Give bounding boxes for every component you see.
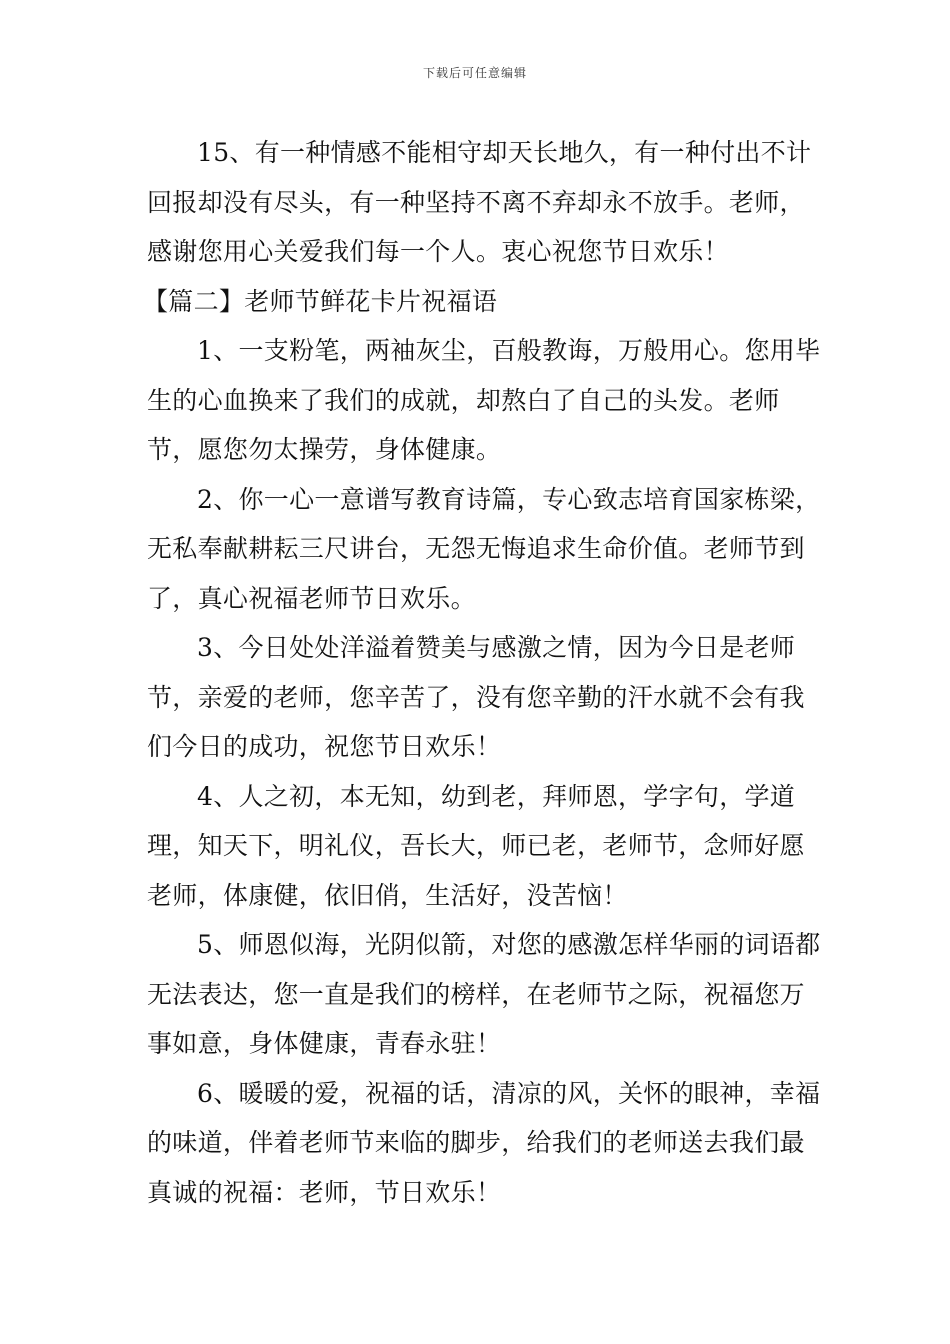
paragraph-4: 4、人之初，本无知，幼到老，拜师恩，学字句，学道理，知天下，明礼仪，吾长大，师已老，老师节，念师好愿老师，体康健，依旧俏，生活好，没苦恼！	[147, 781, 805, 910]
paragraph-3: 3、今日处处洋溢着赞美与感激之情，因为今日是老师节，亲爱的老师，您辛苦了，没有您辛勤的汗水就不会有我们今日的成功，祝您节日欢乐！	[147, 633, 805, 761]
document-body	[143, 128, 827, 1217]
paragraph-5: 5、师恩似海，光阴似箭，对您的感激怎样华丽的词语都无法表达，您一直是我们的榜样，在老师节之际，祝福您万事如意，身体健康，青春永驻！	[147, 930, 821, 1058]
paragraph-6: 6、暖暖的爱，祝福的话，清凉的风，关怀的眼神，幸福的味道，伴着老师节来临的脚步，给我们的老师送去我们最真诚的祝福：老师，节日欢乐！	[147, 1078, 821, 1207]
page-header: 下载后可任意编辑	[422, 66, 527, 80]
paragraph-15: 15、有一种情感不能相守却天长地久，有一种付出不计回报却没有尽头，有一种坚持不离不弃却永不放手。老师，感谢您用心关爱我们每一个人。衷心祝您节日欢乐！	[147, 138, 812, 266]
section-title: 【篇二】老师节鲜花卡片祝福语	[143, 286, 498, 316]
paragraph-1: 1、一支粉笔，两袖灰尘，百般教诲，万般用心。您用毕生的心血换来了我们的成就，却熬白了自己的头发。老师节，愿您勿太操劳，身体健康。	[147, 336, 821, 464]
paragraph-2: 2、你一心一意谱写教育诗篇，专心致志培育国家栋梁，无私奉献耕耘三尺讲台，无怨无悔追求生命价值。老师节到了，真心祝福老师节日欢乐。	[147, 484, 821, 613]
